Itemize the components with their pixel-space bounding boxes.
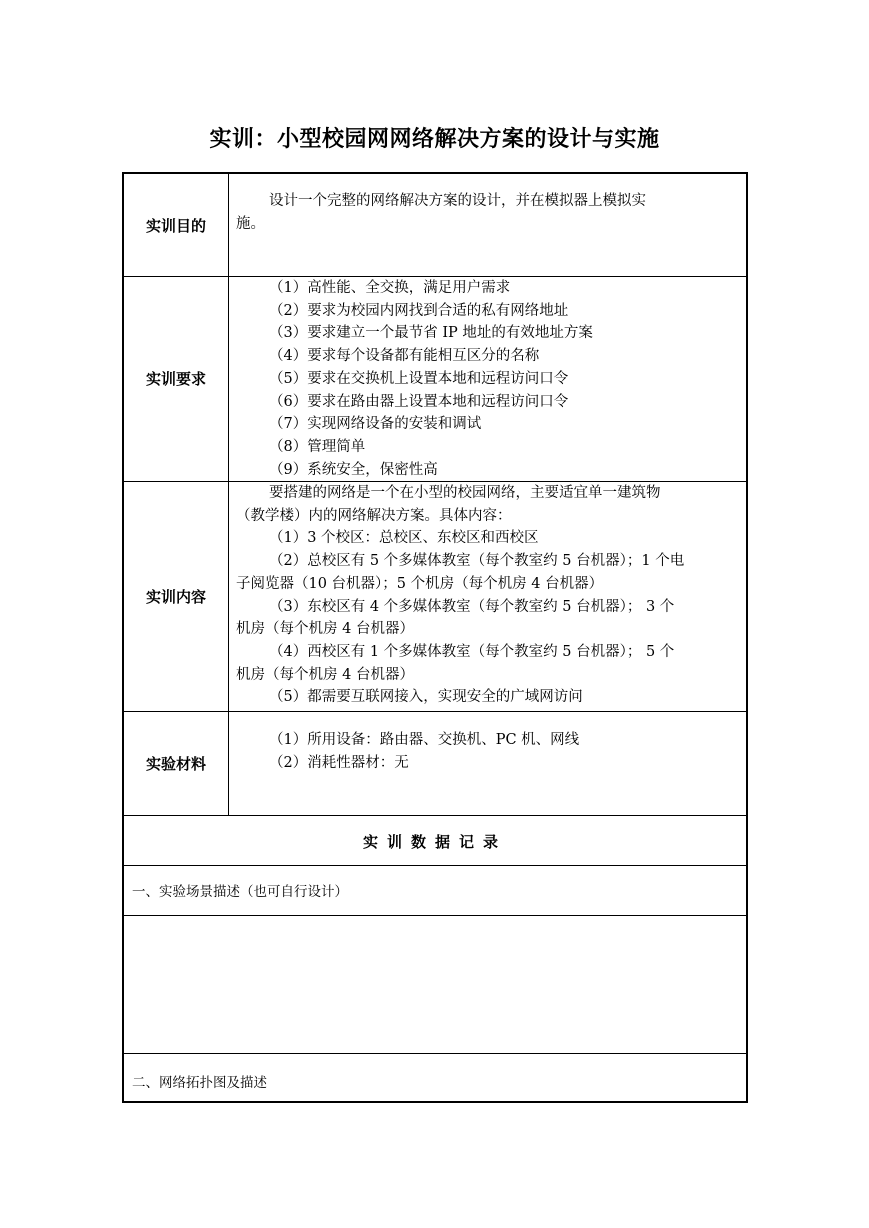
content-line: （3）东校区有 4 个多媒体教室（每个教室约 5 台机器）； 3 个: [269, 598, 675, 615]
material-item: （1）所用设备：路由器、交换机、PC 机、网线: [269, 732, 580, 748]
content-line: （2）总校区有 5 个多媒体教室（每个教室约 5 台机器）；1 个电: [269, 553, 685, 570]
material-item: （2）消耗性器材：无: [269, 754, 409, 771]
content-line: 机房（每个机房 4 台机器）: [236, 666, 414, 683]
requirement-item: （9）系统安全，保密性高: [269, 461, 438, 478]
requirements-list: [236, 277, 744, 481]
content-line: 子阅览器（10 台机器）；5 个机房（每个机房 4 台机器）: [236, 575, 604, 592]
requirement-item: （4）要求每个设备都有能相互区分的名称: [269, 348, 540, 365]
requirement-item: （2）要求为校园内网找到合适的私有网络地址: [269, 302, 569, 319]
content-line: （4）西校区有 1 个多媒体教室（每个教室约 5 台机器）； 5 个: [269, 643, 675, 660]
requirement-item: （8）管理简单: [269, 438, 366, 455]
purpose-label: 实训目的: [145, 216, 206, 235]
column-divider: [228, 174, 229, 815]
row-divider: [124, 1053, 746, 1054]
content-line: （教学楼）内的网络解决方案。具体内容：: [236, 507, 512, 524]
materials-list: [236, 729, 744, 774]
requirements-label: 实训要求: [145, 370, 206, 388]
row-divider: [124, 915, 746, 916]
section-scenario-heading: 一、实验场景描述（也可自行设计）: [132, 884, 348, 900]
content-line: 机房（每个机房 4 台机器）: [236, 621, 414, 638]
row-divider: [124, 865, 746, 866]
content-line: 要搭建的网络是一个在小型的校园网络，主要适宜单一建筑物: [269, 485, 661, 501]
purpose-line: 设计一个完整的网络解决方案的设计，并在模拟器上模拟实: [269, 193, 646, 209]
requirement-item: （5）要求在交换机上设置本地和远程访问口令: [269, 370, 569, 387]
purpose-line: 施。: [236, 215, 265, 232]
content-label: 实训内容: [145, 587, 206, 606]
training-table: [122, 172, 748, 1103]
content-text: [236, 482, 744, 709]
section-topology-heading: 二、网络拓扑图及描述: [132, 1075, 267, 1091]
requirement-item: （1）高性能、全交换，满足用户需求: [269, 280, 511, 296]
content-line: （1）3 个校区：总校区、东校区和西校区: [269, 530, 539, 547]
row-divider: [124, 815, 746, 816]
document-title: 实训：小型校园网网络解决方案的设计与实施: [209, 127, 660, 152]
requirement-item: （6）要求在路由器上设置本地和远程访问口令: [269, 393, 569, 410]
record-title: 实训数据记录: [362, 833, 507, 851]
materials-label: 实验材料: [145, 754, 206, 773]
requirement-item: （3）要求建立一个最节省 IP 地址的有效地址方案: [269, 325, 593, 342]
purpose-text: [236, 190, 744, 235]
requirement-item: （7）实现网络设备的安装和调试: [269, 416, 482, 433]
content-line: （5）都需要互联网接入，实现安全的广域网访问: [269, 689, 583, 706]
